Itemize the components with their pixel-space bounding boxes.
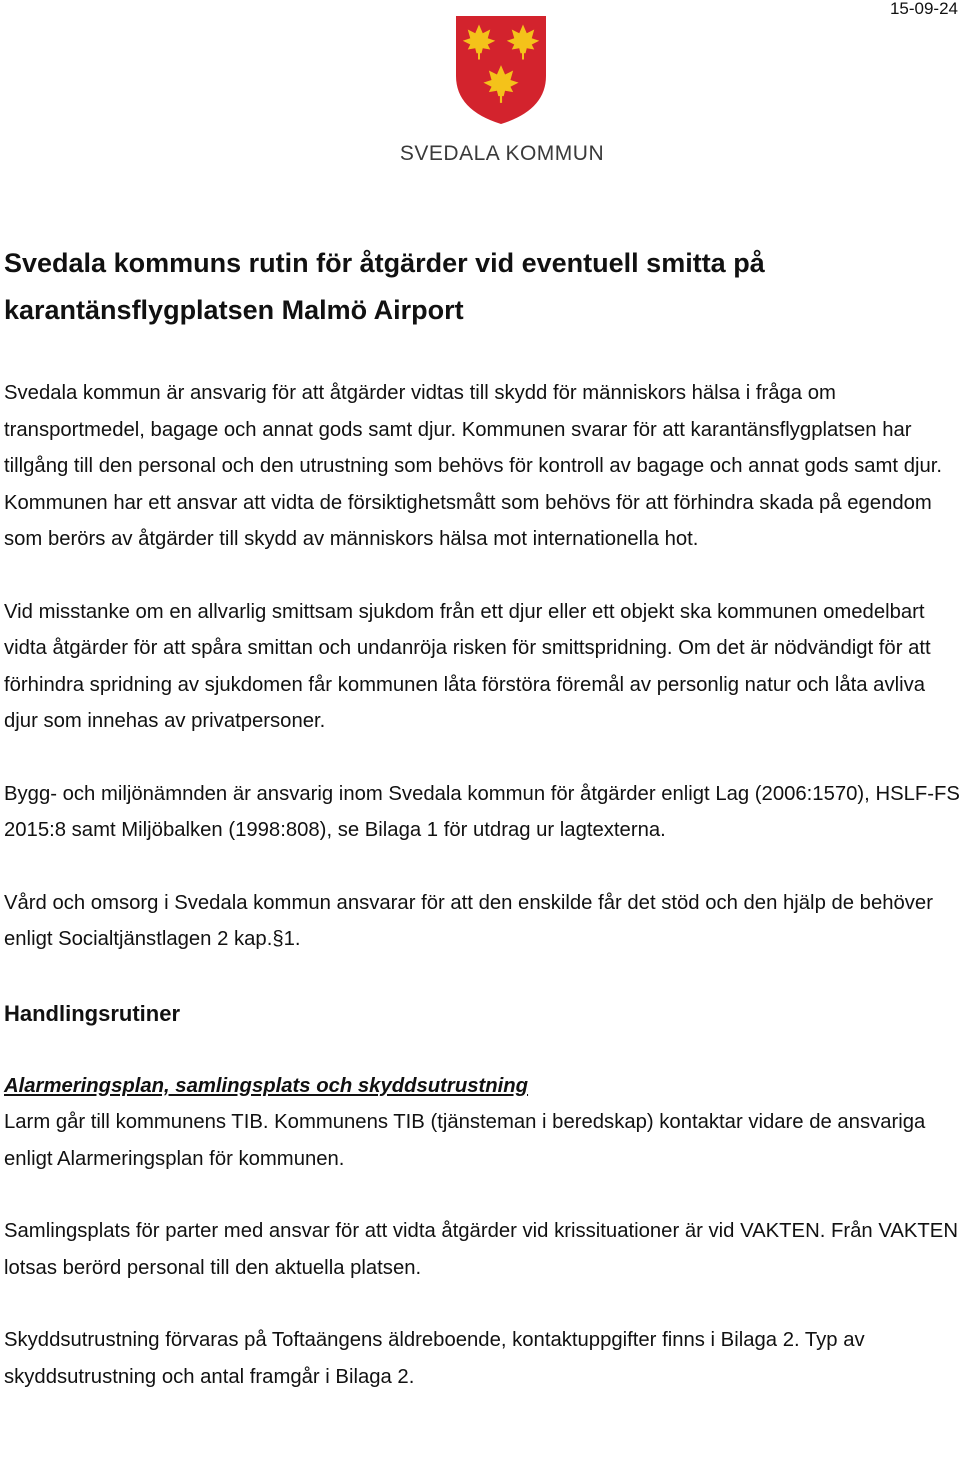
body-paragraph: Vid misstanke om en allvarlig smittsam sjukdom från ett djur eller ett objekt ska kommunen omedelbart vidta åtgärder för att spåra smittan och undanröja risken för smittspridning. Om det är nödvändigt för att förhindra spridning av sjukdomen får kommunen låta förstöra föremål av personlig natur och låta avliva djur som innehas av privatpersoner. <box>4 600 931 732</box>
document-date: 15-09-24 <box>889 0 958 18</box>
body-paragraph: Bygg- och miljönämnden är ansvarig inom Svedala kommun för åtgärder enligt Lag (2006:1570), HSLF-FS 2015:8 samt Miljöbalken (1998:808), se Bilaga 1 för utdrag ur lagtexterna. <box>4 782 960 841</box>
body-paragraph: Vård och omsorg i Svedala kommun ansvarar för att den enskilde får det stöd och den hjälp de behöver enligt Socialtjänstlagen 2 kap.§1. <box>4 891 933 950</box>
logo-wordmark: SVEDALA KOMMUN <box>399 142 605 165</box>
body-paragraph: Skyddsutrustning förvaras på Toftaängens äldreboende, kontaktuppgifter finns i Bilaga 2. Typ av skyddsutrustning och antal framgår i Bilaga 2. <box>4 1329 865 1388</box>
subsection-heading: Alarmeringsplan, samlingsplats och skyddsutrustning <box>4 1074 529 1097</box>
section-heading: Handlingsrutiner <box>4 1000 181 1026</box>
document-body <box>4 240 960 1395</box>
document-title: Svedala kommuns rutin för åtgärder vid eventuell smitta på karantänsflygplatsen Malmö Airport <box>4 248 765 325</box>
body-paragraph: Larm går till kommunens TIB. Kommunens TIB (tjänsteman i beredskap) kontaktar vidare de ansvariga enligt Alarmeringsplan för kommunen. <box>4 1111 926 1170</box>
municipality-logo <box>396 14 608 166</box>
coat-of-arms-icon <box>454 14 548 126</box>
body-paragraph: Svedala kommun är ansvarig för att åtgärder vidtas till skydd för människors hälsa i fråga om transportmedel, bagage och annat gods samt djur. Kommunen svarar för att karantänsflygplatsen har tillgång till den personal och den utrustning som behövs för kontroll av bagage och annat gods samt djur. Kommunen har ett ansvar att vidta de försiktighetsmått som behövs för att förhindra skada på egendom som berörs av åtgärder till skydd av människors hälsa mot internationella hot. <box>4 382 943 550</box>
body-paragraph: Samlingsplats för parter med ansvar för att vidta åtgärder vid krissituationer är vid VAKTEN. Från VAKTEN lotsas berörd personal till den aktuella platsen. <box>4 1220 958 1279</box>
